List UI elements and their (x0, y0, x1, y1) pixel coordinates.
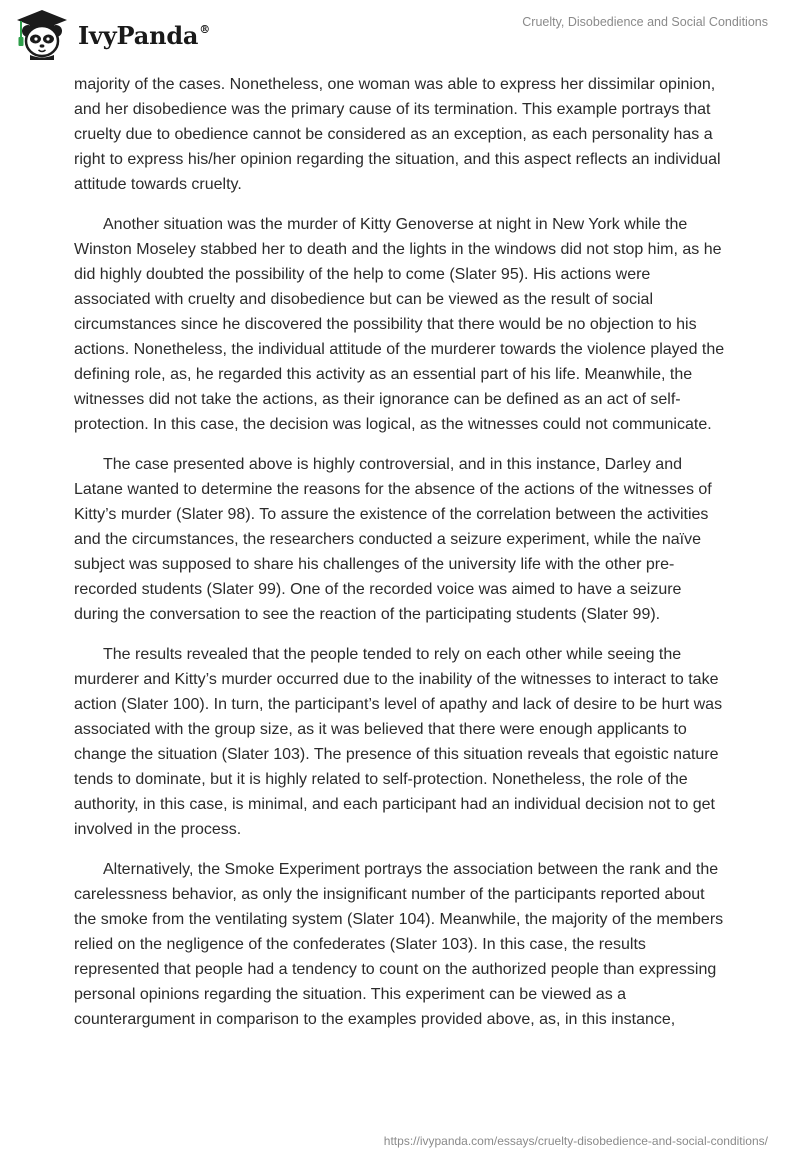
brand-name (78, 21, 210, 50)
document-title: Cruelty, Disobedience and Social Conditions (522, 15, 768, 29)
page-header (0, 0, 800, 70)
panda-graduate-icon (12, 8, 72, 60)
paragraph: Alternatively, the Smoke Experiment portrays the association between the rank and the carelessness behavior, as only the insignificant number of the participants reported about the smoke from the ventilating system (Slater 104). Meanwhile, the majority of the members relied on the negligence of the confederates (Slater 103). In this case, the results represented that people had a tendency to count on the authorized people than expressing personal opinions regarding the situation. This experiment can be viewed as a counterargument in comparison to the examples provided above, as, in this instance, (74, 861, 724, 1028)
source-url[interactable]: https://ivypanda.com/essays/cruelty-disobedience-and-social-conditions/ (383, 1134, 768, 1148)
logo[interactable] (12, 8, 210, 60)
paragraph: The results revealed that the people tended to rely on each other while seeing the murderer and Kitty’s murder occurred due to the inability of the witnesses to interact to take action (Slater 100). In turn, the participant’s level of apathy and lack of desire to be hurt was associated with the group size, as it was believed that there were enough applicants to change the situation (Slater 103). The presence of this situation reveals that egoistic nature tends to dominate, but it is highly related to self-protection. Nonetheless, the role of the authority, in this case, is minimal, and each participant had an individual decision not to get involved in the process. (74, 646, 723, 838)
registered-mark: ® (199, 22, 211, 36)
essay-body (74, 72, 728, 1047)
paragraph: Another situation was the murder of Kitty Genoverse at night in New York while the Winston Moseley stabbed her to death and the lights in the windows did not stop him, as he did highly doubted the possibility of the help to come (Slater 95). His actions were associated with cruelty and disobedience but can be viewed as the result of social circumstances since he discovered the possibility that there would be no objection to his actions. Nonetheless, the individual attitude of the murderer towards the violence played the defining role, as, he regarded this activity as an essential part of his life. Meanwhile, the witnesses did not take the actions, as their ignorance can be defined as an act of self-protection. In this case, the decision was logical, as the witnesses could not communicate. (74, 216, 725, 433)
brand-name-text: IvyPanda (78, 20, 199, 50)
paragraph: majority of the cases. Nonetheless, one woman was able to express her dissimilar opinion, and her disobedience was the primary cause of its termination. This example portrays that cruelty due to obedience cannot be considered as an exception, as each personality has a right to express his/her opinion regarding the situation, and this aspect reflects an individual attitude towards cruelty. (74, 76, 721, 193)
paragraph: The case presented above is highly controversial, and in this instance, Darley and Latane wanted to determine the reasons for the absence of the actions of the witnesses of Kitty’s murder (Slater 98). To assure the existence of the correlation between the activities and the circumstances, the researchers conducted a seizure experiment, while the naïve subject was supposed to share his challenges of the university life with the other pre-recorded students (Slater 99). One of the recorded voice was aimed to have a seizure during the conversation to see the reaction of the participating students (Slater 99). (74, 456, 712, 623)
